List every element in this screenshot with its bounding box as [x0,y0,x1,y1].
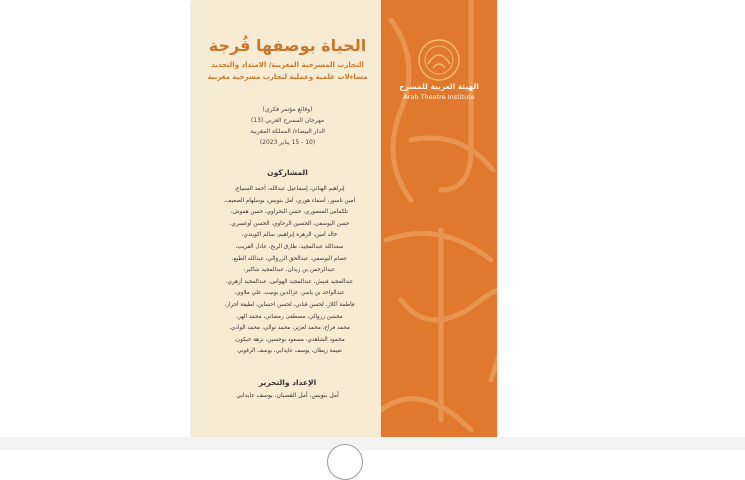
participant-line: أمين ناسور، أسماء هوري، أمل بنويس، بوسلهام الضعيف، [223,197,356,204]
participant-line: عصام اليوسفي، عبدالحق الزروالي، عبدالله الطيع، [231,255,348,262]
participant-line: محمد فراح، محمد لعزيز، محمد نوالي، محمد الوادي، [229,325,350,332]
arab-theatre-logo-icon [416,38,462,82]
participant-line: تلكماس المنصوري، حسن البحراوي، حسن هموش، [230,209,349,216]
book-subtitle-secondary: مساءلات علمية وعملية لتجارب مسرحية مغربية [207,73,368,81]
editors-names: أمل بنويس، أمل القصبان، يوسف عايدابي [236,392,339,399]
book-subtitle: التجارب المسرحية المغربية/ الامتداد والتجديد [211,61,364,69]
participant-line: خالد أمين، الزهرة إبراهيم، سالم اكويندي، [241,232,338,239]
participants-heading: المشاركون [267,168,308,177]
editing-heading: الإعداد والتحرير [258,378,317,387]
participant-line: فاطمة أكلاز، لحسن قناني، لحسن احساين، لطيفة أحرار، [224,301,355,308]
participant-line: نعيمة زيطان، يوسف عايدابي، يوسف الرقوبي [237,348,342,355]
participant-line: عبدالرحمن بن زيدان، عبدالمجيد شاكير، [243,267,336,274]
participant-line: محسن زروالي، مصطفى رمضاني، محمد الهر، [236,313,343,320]
book-cover-page [192,0,497,437]
cover-text-panel [192,0,381,437]
participant-line: إبراهيم الهنائي، إسماعيل عبدالله، أحمد السبياع، [234,186,345,192]
conference-line: (وقائع مؤتمر فكري) [262,106,313,113]
conference-line: مهرجان المسرح العربي (13) [250,117,325,124]
org-name-english: Arab Theatre Institute [403,93,475,101]
org-name-arabic: الهيئة العربية للمسرح [399,82,479,91]
participants-list [200,184,379,358]
participant-line: سعدالله عبدالمجيد، طارق الربح، عادل القريب، [235,243,344,250]
participant-line: حسن اليوسفي، الحسين الرحاوي، الحسن أوعسري، [229,220,350,227]
cover-orange-panel [381,0,497,437]
participant-line: عبدالواحد بن ياسر، عزالدين بونيت، علي ملاوي، [234,290,345,297]
participant-line: محمود الشاهدي، مسعود بوحسين، نزهة حيكون، [234,336,345,343]
viewer-bottom-bar [0,437,745,450]
participant-line: عبدالمجيد فنيش، عبدالمجيد الهواس، عبدالمجيد أزهري، [225,278,354,285]
page-nav-button[interactable] [327,444,363,480]
conference-line: الدار البيضاء/ المملكة المغربية [250,128,325,135]
book-title: الحياة بوصفها فُرجة [208,36,367,55]
conference-line: (10 - 15 يناير 2023) [259,139,316,146]
